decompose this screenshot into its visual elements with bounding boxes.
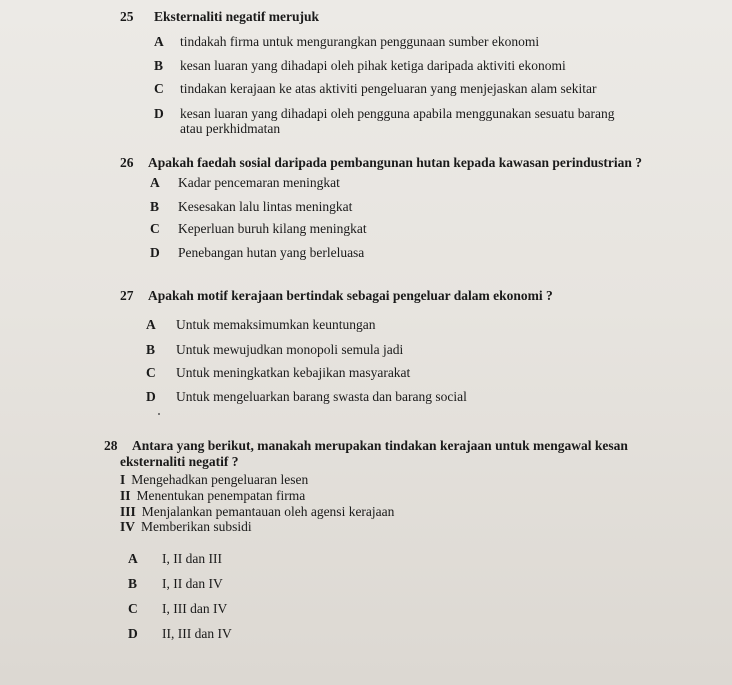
- q28-statement-3-text: Menjalankan pemantauan oleh agensi kerajaan: [141, 504, 395, 519]
- q27-option-b-letter[interactable]: B: [146, 342, 156, 357]
- q28-option-c-letter[interactable]: C: [128, 601, 138, 616]
- question-25-text: Eksternaliti negatif merujuk: [154, 9, 319, 24]
- q28-statement-1-text: Mengehadkan pengeluaran lesen: [131, 472, 309, 487]
- q25-option-c-letter[interactable]: C: [154, 81, 164, 96]
- q28-option-b-letter[interactable]: B: [128, 576, 138, 591]
- q27-option-c-letter[interactable]: C: [146, 365, 156, 380]
- question-27-number: 27: [120, 288, 134, 303]
- q28-statement-3-numeral: III: [120, 504, 136, 519]
- q28-statement-3: [120, 504, 394, 520]
- q27-option-d-text[interactable]: Untuk mengeluarkan barang swasta dan barang social: [176, 389, 467, 404]
- q28-statement-4-numeral: IV: [120, 519, 136, 534]
- q25-option-d-text[interactable]: kesan luaran yang dihadapi oleh pengguna apabila menggunakan sesuatu barang: [180, 106, 615, 121]
- q27-option-d-letter[interactable]: D: [146, 389, 156, 404]
- q28-statement-2-text: Menentukan penempatan firma: [136, 488, 306, 503]
- q26-option-a-text[interactable]: Kadar pencemaran meningkat: [178, 175, 340, 190]
- q28-statement-2-numeral: II: [120, 488, 131, 503]
- q28-statement-1-numeral: I: [120, 472, 126, 487]
- q28-option-d-letter[interactable]: D: [128, 626, 138, 641]
- q25-option-b-text[interactable]: kesan luaran yang dihadapi oleh pihak ketiga daripada aktiviti ekonomi: [180, 58, 566, 73]
- q25-option-c-text[interactable]: tindakan kerajaan ke atas aktiviti pengeluaran yang menjejaskan alam sekitar: [180, 81, 597, 96]
- q25-option-d-text-continued[interactable]: atau perkhidmatan: [180, 121, 281, 136]
- question-28-number: 28: [104, 438, 118, 453]
- question-28-text: Antara yang berikut, manakah merupakan tindakan kerajaan untuk mengawal kesan: [132, 438, 628, 453]
- q27-option-a-letter[interactable]: A: [146, 317, 156, 332]
- q28-option-c-text[interactable]: I, III dan IV: [162, 601, 228, 616]
- question-28-text-continued: eksternaliti negatif ?: [120, 454, 239, 469]
- q28-statement-4-text: Memberikan subsidi: [141, 519, 252, 534]
- q26-option-b-letter[interactable]: B: [150, 199, 160, 214]
- stray-mark: [158, 413, 160, 415]
- question-26-text: Apakah faedah sosial daripada pembangunan hutan kepada kawasan perindustrian ?: [148, 155, 643, 170]
- q25-option-b-letter[interactable]: B: [154, 58, 164, 73]
- question-27-text: Apakah motif kerajaan bertindak sebagai pengeluar dalam ekonomi ?: [148, 288, 553, 303]
- question-26-number: 26: [120, 155, 134, 170]
- q28-option-b-text[interactable]: I, II dan IV: [162, 576, 223, 591]
- q28-statement-1: [120, 472, 308, 488]
- q26-option-c-letter[interactable]: C: [150, 221, 160, 236]
- q26-option-c-text[interactable]: Keperluan buruh kilang meningkat: [178, 221, 367, 236]
- q26-option-b-text[interactable]: Kesesakan lalu lintas meningkat: [178, 199, 353, 214]
- q28-option-d-text[interactable]: II, III dan IV: [162, 626, 232, 641]
- q25-option-d-letter[interactable]: D: [154, 106, 164, 121]
- q28-statement-4: [120, 519, 252, 535]
- question-25-number: 25: [120, 9, 134, 24]
- q27-option-a-text[interactable]: Untuk memaksimumkan keuntungan: [176, 317, 376, 332]
- q26-option-d-text[interactable]: Penebangan hutan yang berleluasa: [178, 245, 365, 260]
- q26-option-d-letter[interactable]: D: [150, 245, 160, 260]
- q27-option-c-text[interactable]: Untuk meningkatkan kebajikan masyarakat: [176, 365, 411, 380]
- q28-option-a-letter[interactable]: A: [128, 551, 138, 566]
- q25-option-a-text[interactable]: tindakah firma untuk mengurangkan penggunaan sumber ekonomi: [180, 34, 540, 49]
- q28-statement-2: [120, 488, 305, 504]
- q27-option-b-text[interactable]: Untuk mewujudkan monopoli semula jadi: [176, 342, 404, 357]
- q26-option-a-letter[interactable]: A: [150, 175, 160, 190]
- q28-option-a-text[interactable]: I, II dan III: [162, 551, 222, 566]
- q25-option-a-letter[interactable]: A: [154, 34, 164, 49]
